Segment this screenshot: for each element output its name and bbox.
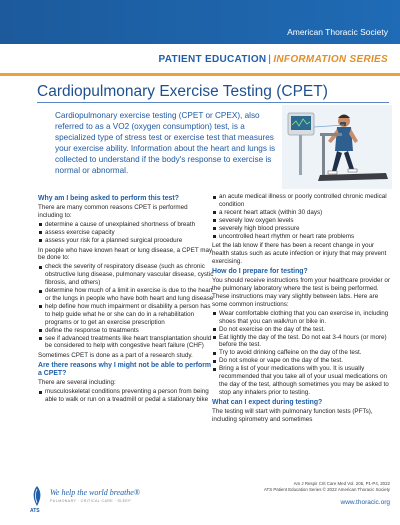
paragraph: There are several including: (38, 379, 116, 387)
right-column (212, 193, 390, 425)
page-title: Cardiopulmonary Exercise Testing (CPET) (37, 83, 328, 100)
footer-tagline: We help the world breathe® (50, 488, 140, 497)
list-item: Bring a list of your medications with you. It is usually recommended that you take all of your usual medications on the day of the test, although sometimes you may be asked to stop any inhalers prior to testing. (212, 365, 390, 397)
list-item: uncontrolled heart rhythm or heart rate problems (212, 233, 390, 241)
citation-line: ATS Patient Education Series © 2022 American Thoracic Society (263, 487, 390, 492)
series-right: INFORMATION SERIES (273, 54, 388, 65)
footer-website-link[interactable]: www.thoracic.org (340, 499, 390, 506)
list-item: musculoskeletal conditions preventing a person from being able to walk or run on a treadmill or pedal a stationary bike (38, 388, 214, 404)
organization-name: American Thoracic Society (287, 27, 388, 37)
list-item: severely low oxygen levels (212, 217, 390, 225)
series-label (159, 54, 388, 65)
footer-citation (264, 481, 390, 493)
footer-subtagline: PULMONARY · CRITICAL CARE · SLEEP (50, 499, 132, 503)
instructions-list (212, 310, 390, 397)
section-heading-prepare: How do I prepare for testing? (212, 268, 308, 276)
section-heading-expect: What can I expect during testing? (212, 398, 323, 406)
list-item: see if advanced treatments like heart transplantation should be considered to help with congestive heart failure (CHF) (38, 335, 214, 351)
list-item: assess exercise capacity (38, 229, 214, 237)
paragraph: Let the lab know if there has been a recent change in your health status such as acute infection or injury that may prevent exercising. (212, 242, 387, 266)
paragraph: The testing will start with pulmonary function tests (PFTs), including spirometry and sometimes (212, 407, 373, 423)
known-disease-list (38, 263, 214, 350)
contraindications-list (38, 388, 214, 404)
ats-logo-icon (30, 485, 44, 507)
list-item: an acute medical illness or poorly controlled chronic medical condition (212, 193, 390, 209)
list-item: Do not smoke or vape on the day of the test. (212, 357, 390, 365)
header-banner (0, 0, 400, 44)
paragraph: You should receive instructions from your healthcare provider or the pulmonary laboratory where the test is being performed. These instructions may vary slightly between labs. Here are some common instructions: (212, 277, 390, 308)
treadmill-illustration (282, 105, 392, 189)
list-item: define the response to treatments (38, 327, 214, 335)
list-item: Eat lightly the day of the test. Do not eat 3-4 hours (or more) before the test. (212, 334, 390, 350)
footer-ats-label: ATS (30, 508, 40, 514)
intro-paragraph: Cardiopulmonary exercise testing (CPET or CPEX), also referred to as a VO2 (oxygen consumption) test, is a specialized type of stress test or exercise test that measures your exercise ability. Information about the heart and lungs is collected to understand if the body's response to exercise is normal or abnormal. (55, 111, 276, 175)
paragraph: There are many common reasons CPET is performed including to: (38, 204, 188, 219)
list-item: assess your risk for a planned surgical procedure (38, 237, 214, 245)
contraindications-list-continued (212, 193, 390, 240)
list-item: Try to avoid drinking caffeine on the day of the test. (212, 349, 390, 357)
title-underline (37, 102, 389, 103)
list-item: Wear comfortable clothing that you can exercise in, including shoes that you can walk/run or bike in. (212, 310, 390, 326)
list-item: determine a cause of unexplained shortness of breath (38, 221, 214, 229)
header-rule (0, 73, 400, 76)
citation-line: Am J Respir Crit Care Med Vol. 205, P1-P4, 2022 (293, 481, 390, 486)
series-left: PATIENT EDUCATION (158, 54, 267, 65)
list-item: a recent heart attack (within 30 days) (212, 209, 390, 217)
list-item: help define how much impairment or disability a person has to help guide what he or she can do in a rehabilitation programs or to get an exercise prescription (38, 303, 214, 327)
list-item: severely high blood pressure (212, 225, 390, 233)
paragraph: In people who have known heart or lung disease, a CPET may be done to: (38, 246, 213, 262)
list-item: determine how much of a limit in exercise is due to the heart or the lungs in people who have both heart and lung disease (38, 287, 214, 303)
list-item: check the severity of respiratory disease (such as chronic obstructive lung disease, pulmonary vascular disease, cystic fibrosis, and others) (38, 263, 214, 287)
reasons-list (38, 221, 214, 245)
left-column (38, 193, 214, 406)
series-separator: | (268, 54, 272, 65)
list-item: Do not exercise on the day of the test. (212, 326, 390, 334)
section-heading-why: Why am I being asked to perform this test? (38, 195, 179, 202)
section-heading-reasons-not: Are there reasons why I might not be able to perform a CPET? (38, 362, 212, 378)
paragraph: Sometimes CPET is done as a part of a research study. (38, 352, 193, 360)
